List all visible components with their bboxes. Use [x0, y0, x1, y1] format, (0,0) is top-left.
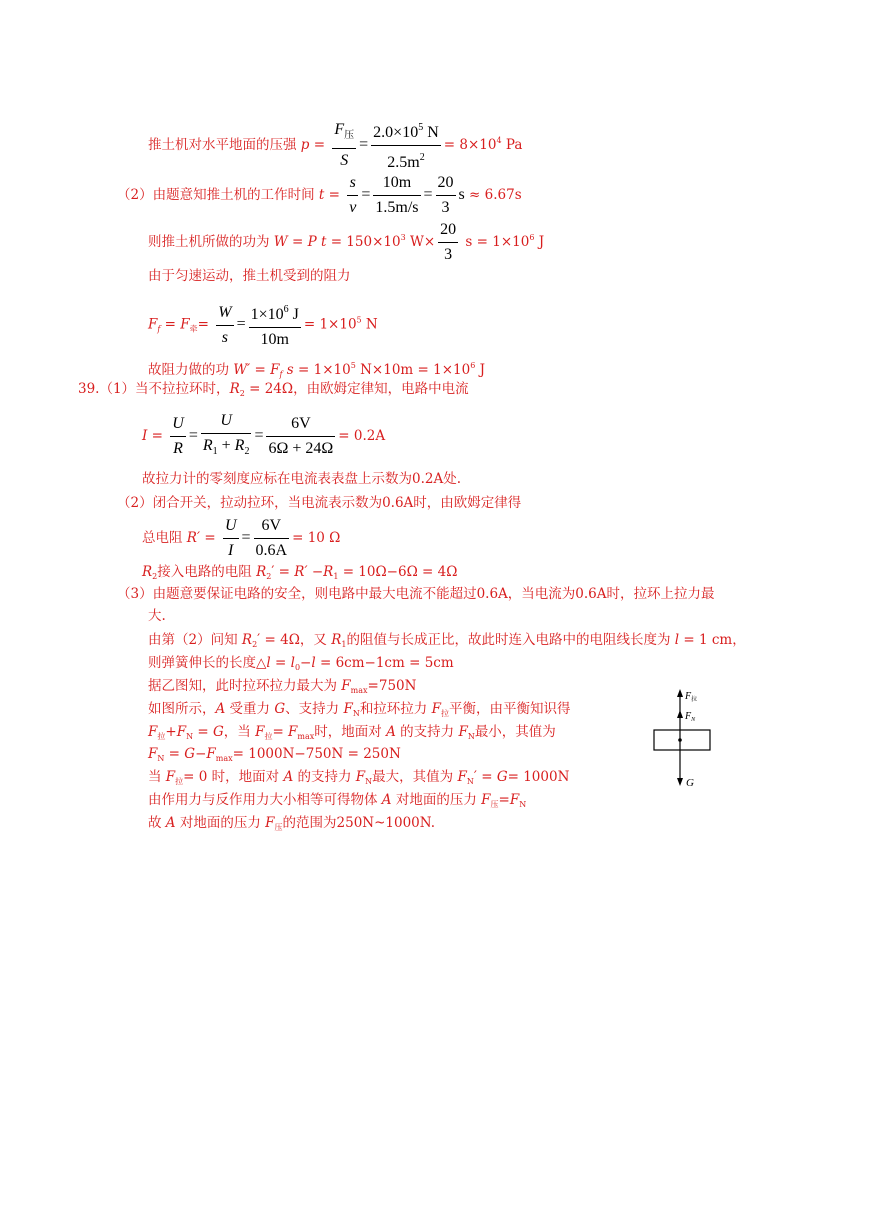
fraction: [373, 173, 420, 218]
text: R: [331, 632, 342, 648]
text: = 0.2A: [338, 428, 386, 444]
text: f: [279, 370, 283, 379]
text: （3）由题意要保证电路的安全，则电路中最大电流不能超过0.6A，当电流为0.6A时，拉环上拉力最: [117, 586, 715, 602]
q39-current-eq: I = $\frac{U}{R}$ = $\frac{U}{R_1 + R_2}$ = $\frac{6V}{6\Omega + 24\Omega}$ = 0.2A: [142, 411, 385, 462]
text: 牵: [189, 324, 198, 334]
fraction: [223, 516, 239, 561]
text: 6: [529, 233, 535, 242]
text: J: [288, 306, 299, 323]
q39-line6: [142, 563, 457, 586]
text: W: [273, 234, 288, 250]
text: G: [274, 701, 286, 717]
text: I: [142, 428, 148, 444]
friction-line: $F_f = F_牵=$ $\frac{W}{s}$ = $\frac{1\times 10^6 J}{10m}$ = $1\times 10^5$ N: [148, 300, 378, 350]
text: 大.: [148, 608, 166, 624]
text: −: [307, 564, 324, 580]
text: = 6cm−1cm = 5cm: [315, 655, 454, 671]
text: 6: [470, 361, 476, 370]
text: 受重力: [225, 701, 275, 717]
text: F: [148, 316, 158, 333]
text: 2: [252, 640, 258, 649]
text: Pa: [501, 137, 523, 153]
text: W′: [233, 362, 251, 378]
text: N: [423, 124, 439, 141]
fraction: [201, 411, 252, 462]
text: 最小，其值为: [474, 724, 556, 740]
text: 的范围为250N~1000N.: [282, 815, 436, 831]
text: 的阻值与长成正比，故此时连入电路中的电阻线长度为: [346, 632, 675, 648]
text: F: [481, 792, 491, 808]
text: max: [350, 686, 368, 695]
text: =: [309, 137, 330, 153]
text: N: [691, 717, 696, 723]
text: 39.（1）当不拉拉环时，: [78, 381, 230, 397]
fraction: [216, 303, 233, 348]
text: = 1000N−750N = 250N: [232, 746, 401, 762]
text: 则弹簧伸长的长度△: [148, 655, 267, 671]
text: 2: [244, 446, 250, 457]
text: N: [365, 777, 373, 786]
text: 对地面的压力: [175, 815, 266, 831]
center-dot: [678, 738, 682, 742]
text: R′: [186, 530, 201, 546]
text: 、支持力: [285, 701, 344, 717]
gravity-arrowhead: [677, 778, 683, 786]
text: 据乙图知，此时拉环拉力最大为: [148, 678, 342, 694]
q39-line8: [148, 607, 166, 625]
text: U: [223, 516, 239, 539]
text: =750N: [367, 678, 417, 694]
fraction: [436, 173, 456, 218]
text: 时，地面对: [314, 724, 387, 740]
text: =: [200, 530, 220, 546]
text: F: [458, 724, 468, 740]
text: 则推土机所做的功为: [148, 234, 274, 250]
text: 由于匀速运动，推土机受到的阻力: [148, 268, 351, 284]
text: 故: [148, 815, 166, 831]
text: 4: [496, 136, 502, 145]
text: F: [255, 724, 265, 740]
text: 5: [356, 315, 362, 325]
text: 对地面的压力: [391, 792, 482, 808]
text: G: [496, 769, 508, 785]
text: 当: [148, 769, 166, 785]
text: F: [355, 769, 366, 785]
text: 由作用力与反作用力大小相等可得物体: [148, 792, 382, 808]
q39-line7: [117, 585, 715, 603]
text: 1×10: [250, 306, 284, 323]
text: W×: [405, 234, 436, 250]
text: R: [173, 440, 183, 457]
text: 1: [341, 640, 347, 649]
text: =: [147, 428, 168, 444]
text: F: [334, 121, 345, 138]
text: F: [148, 724, 158, 740]
q39-line16: [148, 791, 526, 814]
text: ′ =: [473, 769, 497, 785]
text: F: [270, 362, 280, 378]
pull-arrowhead: [677, 689, 683, 697]
text: R: [234, 437, 245, 454]
text: −: [300, 655, 312, 671]
text: F: [176, 724, 187, 740]
text: N: [467, 732, 475, 741]
text: 平衡，由平衡知识得: [448, 701, 571, 717]
text: s: [282, 362, 294, 378]
text: A: [283, 769, 294, 785]
label-support-force: [684, 711, 696, 723]
text: s = 1×10: [461, 234, 530, 250]
text: J: [534, 234, 545, 250]
q39-line13: [148, 723, 556, 746]
text: =: [164, 746, 185, 762]
q39-line11: [148, 677, 416, 700]
q39-line4: [117, 494, 521, 512]
text: F: [343, 701, 353, 717]
text: 2: [239, 389, 245, 398]
text: 故阻力做的功: [148, 362, 234, 378]
text: 故拉力计的零刻度应标在电流表表盘上示数为0.2A处.: [142, 471, 462, 487]
fraction: [254, 516, 290, 561]
fraction: [170, 414, 186, 459]
text: N: [186, 732, 194, 741]
text: F: [685, 711, 692, 722]
text: R: [256, 564, 267, 580]
text: 压: [344, 130, 355, 141]
text: W: [216, 303, 233, 326]
text: N: [466, 777, 474, 786]
support-arrowhead: [677, 710, 683, 718]
q39-line14: [148, 745, 401, 768]
text: l: [266, 655, 271, 671]
text: R: [241, 632, 253, 648]
text: = 10Ω−6Ω = 4Ω: [338, 564, 458, 580]
text: = 8×10: [443, 137, 497, 153]
q39-line10: [148, 654, 454, 677]
text: =: [197, 316, 214, 333]
text: 20: [436, 173, 456, 196]
text: +: [165, 724, 177, 740]
text: 6V: [266, 414, 335, 437]
text: 2: [419, 152, 425, 163]
fraction: [438, 220, 458, 265]
text: 5: [418, 122, 424, 133]
q39-line12: [148, 700, 570, 723]
text: = 1×10: [303, 316, 357, 333]
text: 2.5m: [387, 154, 420, 171]
resistance-intro: [148, 267, 351, 285]
text: = 0 时，地面对: [183, 769, 284, 785]
text: 3: [400, 233, 406, 242]
text: = 24Ω，由欧姆定律知，电路中电流: [244, 381, 469, 397]
text: t: [318, 187, 325, 203]
text: 3: [444, 246, 453, 263]
text: ，当: [223, 724, 256, 740]
text: U: [201, 411, 252, 434]
text: R: [229, 381, 240, 397]
text: 1.5m/s: [375, 199, 419, 216]
text: F: [148, 746, 158, 762]
text: 3: [441, 199, 450, 216]
text: R′: [294, 564, 308, 580]
block-a: [654, 730, 710, 750]
text: 2: [152, 572, 158, 581]
text: l: [290, 655, 295, 671]
text: 6V: [254, 516, 290, 539]
force-diagram: [648, 688, 718, 792]
text: s: [347, 173, 358, 196]
text: 10m: [373, 173, 420, 196]
text: f: [157, 324, 161, 334]
text: N: [352, 709, 360, 718]
text: p: [300, 137, 310, 153]
fraction: [371, 118, 441, 173]
q39-total-resistance: 总电阻 R′ = $\frac{U}{I}$ = $\frac{6V}{0.6A}$ = 10 Ω: [142, 517, 341, 559]
text: ′ = 4Ω，又: [257, 632, 332, 648]
text: t: [316, 234, 327, 250]
text: S: [340, 152, 349, 169]
text: l: [311, 655, 316, 671]
text: F: [341, 678, 351, 694]
text: l: [674, 632, 680, 648]
q39-line17: [148, 814, 435, 837]
text: =: [324, 187, 345, 203]
text: F: [457, 769, 467, 785]
text: 拉: [175, 777, 184, 786]
text: 总电阻: [142, 530, 187, 546]
text: ≈ 6.67s: [464, 187, 522, 203]
label-gravity: G: [686, 777, 694, 789]
text: = 1×10: [293, 362, 351, 378]
text: =: [193, 724, 213, 740]
fraction: [266, 414, 335, 459]
text: 如图所示，: [148, 701, 216, 717]
text: 压: [274, 823, 283, 832]
text: = 1000N: [507, 769, 570, 785]
text: 20: [438, 220, 458, 243]
text: N: [157, 754, 165, 763]
text: J: [475, 362, 485, 378]
text: =: [250, 362, 271, 378]
text: 由第（2）问知: [148, 632, 242, 648]
text: I: [228, 542, 234, 559]
text: R: [202, 437, 213, 454]
text: 压: [490, 800, 499, 809]
text: 的支持力: [293, 769, 356, 785]
text: U: [170, 414, 186, 437]
text: =: [270, 655, 291, 671]
q39-line15: [148, 768, 569, 791]
text: 接入电路的电阻: [157, 564, 257, 580]
text: = 1 cm，: [679, 632, 746, 648]
text: 6Ω + 24Ω: [268, 440, 334, 457]
text: 10m: [260, 331, 289, 348]
text: F: [685, 691, 692, 702]
text: 0.6A: [255, 542, 288, 559]
text: （2）由题意知推土机的工作时间: [117, 187, 319, 203]
text: 6: [283, 304, 289, 315]
text: G: [212, 724, 224, 740]
text: A: [381, 792, 392, 808]
text: s: [458, 186, 465, 203]
text: 拉: [440, 709, 449, 718]
q39-line3: [142, 470, 461, 488]
text: 5: [350, 361, 356, 370]
text: N×10m = 1×10: [355, 362, 471, 378]
text: =: [160, 316, 181, 333]
text: F: [431, 701, 441, 717]
q39-line1: [78, 380, 469, 403]
text: 拉: [264, 732, 273, 741]
text: =: [272, 724, 289, 740]
text: （2）闭合开关，拉动拉环，当电流表示数为0.6A时，由欧姆定律得: [117, 495, 522, 511]
text: =: [287, 234, 308, 250]
text: A: [165, 815, 176, 831]
fraction: [249, 300, 301, 350]
text: ′ =: [271, 564, 295, 580]
text: max: [297, 732, 315, 741]
text: N: [519, 800, 527, 809]
text: R: [323, 564, 334, 580]
text: −: [195, 746, 207, 762]
text: F: [265, 815, 275, 831]
pressure-line: 推土机对水平地面的压强 p = $\frac{F_压}{S}$ = $\frac{2.0\times 10^5 N}{2.5m^2}$ = $8\times 10^4$ Pa: [148, 118, 522, 173]
text: 1: [212, 446, 218, 457]
text: 推土机对水平地面的压强: [148, 137, 301, 153]
label-pull-force: [684, 691, 697, 703]
text: 的支持力: [395, 724, 459, 740]
text: A: [215, 701, 226, 717]
text: R: [142, 564, 153, 580]
text: F: [509, 792, 520, 808]
text: 2.0×10: [373, 124, 419, 141]
text: A: [386, 724, 396, 740]
text: 2: [266, 572, 272, 581]
text: G: [184, 746, 196, 762]
text: 拉: [157, 732, 166, 741]
fraction: [332, 120, 356, 171]
text: = 150×10: [326, 234, 401, 250]
text: 最大，其值为: [372, 769, 458, 785]
text: 和拉环拉力: [359, 701, 432, 717]
text: F: [165, 769, 176, 785]
fraction: [347, 173, 358, 218]
text: s: [221, 328, 229, 346]
text: P: [307, 234, 317, 250]
text: F: [288, 724, 298, 740]
text: N: [361, 316, 378, 333]
text: max: [215, 754, 233, 763]
text: = 10 Ω: [292, 530, 341, 546]
time-line: （2）由题意知推土机的工作时间 t = $\frac{s}{v}$ = $\frac{10m}{1.5m/s}$ = $\frac{20}{3}$ s ≈ 6.67s: [117, 174, 522, 216]
text: 拉: [691, 697, 698, 703]
text: +: [217, 437, 235, 454]
text: 0: [294, 663, 301, 672]
text: 1: [333, 572, 339, 581]
q39-line9: [148, 631, 746, 654]
work-line: [148, 220, 544, 265]
text: v: [349, 199, 357, 216]
text: F: [206, 746, 216, 762]
text: =: [498, 792, 510, 808]
text: F: [180, 316, 190, 333]
